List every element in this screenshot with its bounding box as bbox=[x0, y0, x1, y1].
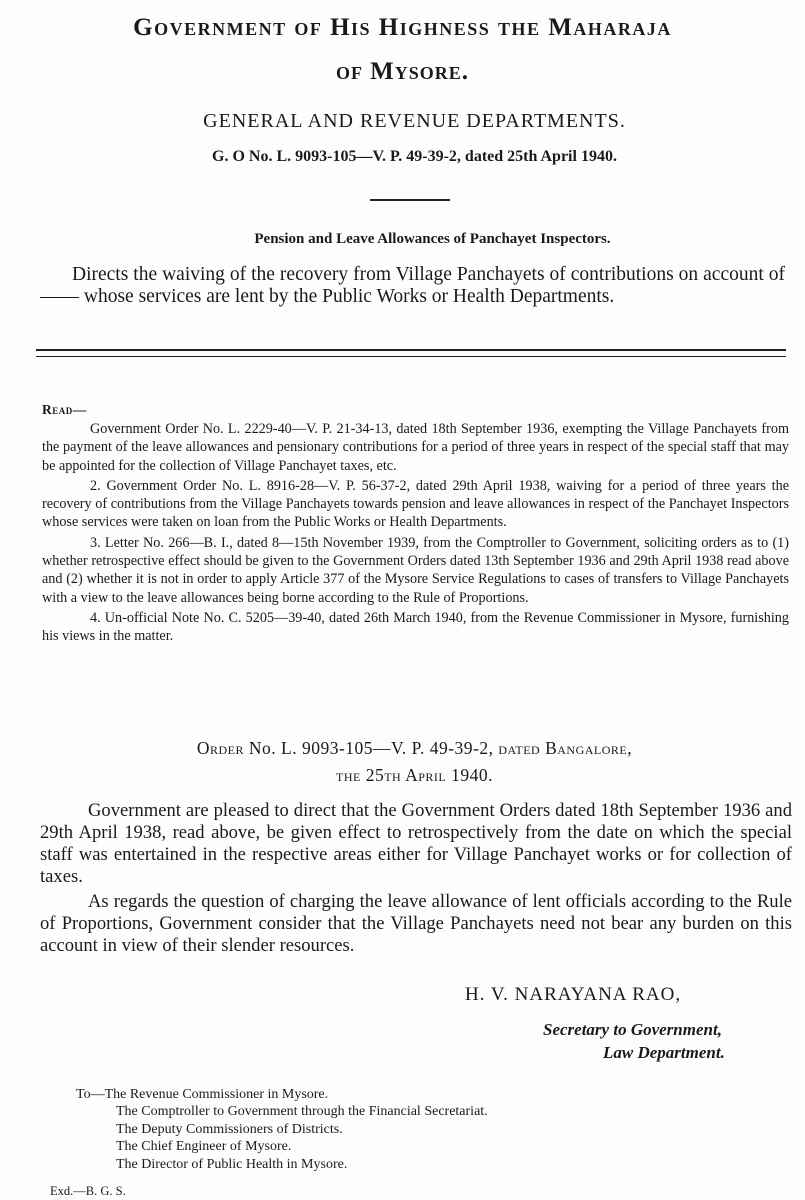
order-heading-date: the 25th April 1940. bbox=[336, 765, 493, 785]
examined-note: Exd.—B. G. S. bbox=[50, 1184, 126, 1198]
header-line-1: Government of His Highness the Maharaja bbox=[133, 14, 672, 41]
read-item: 4. Un-official Note No. C. 5205—39-40, dated 26th March 1940, from the Revenue Commissioner in Mysore, furnishing his views in the matter. bbox=[42, 609, 789, 645]
read-item: 2. Government Order No. L. 8916-28—V. P. 56-37-2, dated 29th April 1938, waiving for a period of three years the recovery of contributions from the Village Panchayets towards pension and leave allowances in respect of the Panchayet Inspectors whose services were taken on loan from the Public Works or Health Departments. bbox=[42, 477, 789, 531]
header-divider bbox=[370, 199, 450, 201]
order-body bbox=[40, 800, 792, 960]
summary-paragraph: Directs the waiving of the recovery from Village Panchayets of contributions on account of —— whose services are lent by the Public Works or Health Departments. bbox=[40, 264, 785, 307]
distribution-item: The Deputy Commissioners of Districts. bbox=[116, 1121, 343, 1137]
signatory-name: H. V. NARAYANA RAO, bbox=[465, 984, 682, 1005]
order-reference: G. O No. L. 9093-105—V. P. 49-39-2, dated 25th April 1940. bbox=[212, 148, 617, 165]
distribution-item: The Director of Public Health in Mysore. bbox=[116, 1156, 348, 1172]
order-heading bbox=[0, 735, 805, 789]
read-item: Government Order No. L. 2229-40—V. P. 21-34-13, dated 18th September 1936, exempting the Village Panchayets from the payment of the leave allowances and pensionary contributions for a period of three years in respect of the special staff that may be appointed for the collection of Village Panchayet taxes, etc. bbox=[42, 421, 789, 474]
distribution-list bbox=[76, 1086, 488, 1173]
distribution-item: The Chief Engineer of Mysore. bbox=[116, 1139, 292, 1155]
order-heading-prefix: Order bbox=[196, 738, 245, 758]
order-paragraph: Government are pleased to direct that the Government Orders dated 18th September 1936 and 29th April 1938, read above, be given effect to retrospectively from the date on which the special staff was entertained in the respective areas either for Village Panchayet works or for collection of taxes. bbox=[40, 800, 792, 887]
header-line-2: of Mysore. bbox=[335, 58, 470, 85]
departments-heading: GENERAL AND REVENUE DEPARTMENTS. bbox=[203, 110, 626, 132]
distribution-item: The Comptroller to Government through the Financial Secretariat. bbox=[116, 1104, 488, 1120]
read-references-list bbox=[42, 420, 789, 648]
distribution-first: To—The Revenue Commissioner in Mysore. bbox=[76, 1087, 329, 1102]
order-heading-dated: dated Bangalore, bbox=[498, 738, 633, 758]
subject-heading: Pension and Leave Allowances of Panchayet Inspectors. bbox=[254, 231, 611, 247]
signatory-title: Secretary to Government, bbox=[543, 1020, 722, 1039]
read-item: 3. Letter No. 266—B. I., dated 8—15th November 1939, from the Comptroller to Government, soliciting orders as to (1) whether retrospective effect should be given to the Government Orders dated 13th September 1936 and 29th April 1938 read above and (2) whether it is not in order to apply Article 377 of the Mysore Service Regulations to cases of transfers to Village Panchayets with a view to the leave allowances being borne according to the Rule of Proportions. bbox=[42, 534, 789, 606]
order-heading-number: No. L. 9093-105—V. P. 49-39-2, bbox=[248, 738, 494, 758]
double-rule-divider bbox=[36, 349, 786, 357]
order-paragraph: As regards the question of charging the leave allowance of lent officials according to the Rule of Proportions, Government consider that the Village Panchayets need not bear any burden on this account in view of their slender resources. bbox=[40, 891, 792, 956]
read-heading: Read— bbox=[42, 402, 87, 417]
signatory-department: Law Department. bbox=[603, 1043, 725, 1062]
